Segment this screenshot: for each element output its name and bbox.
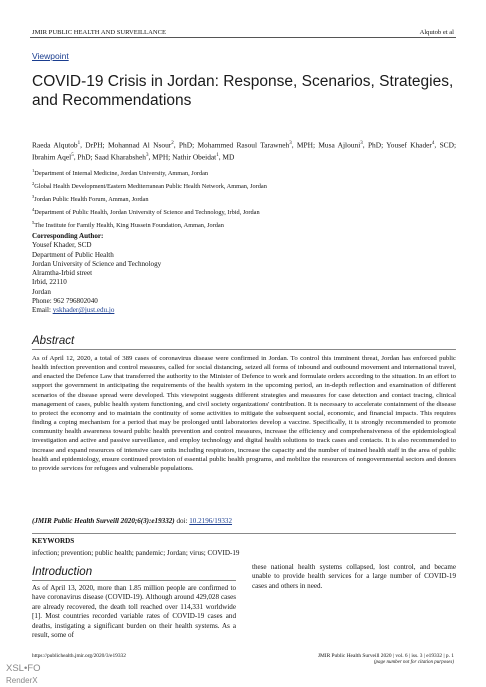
affiliation-text: Jordan Public Health Forum, Amman, Jordan: [34, 196, 149, 204]
corresponding-email-line: [32, 306, 332, 315]
affiliation-list: [32, 167, 456, 232]
introduction-rule: [32, 580, 236, 581]
running-journal-title: JMIR PUBLIC HEALTH AND SURVEILLANCE: [32, 29, 167, 36]
corresponding-author-line: Yousef Khader, SCD: [32, 241, 92, 250]
author-name: Ibrahim Aqel: [32, 152, 72, 162]
author-affiliation-number: 1: [77, 141, 81, 146]
affiliation: [32, 219, 456, 230]
author-name: Mohammed Rasoul Tarawneh: [197, 140, 290, 150]
renderx-watermark: RenderX: [6, 676, 38, 685]
author-list: [32, 139, 456, 164]
affiliation: [32, 193, 456, 204]
abstract-heading: Abstract: [32, 335, 75, 347]
footer-url[interactable]: https://publichealth.jmir.org/2020/3/e19332: [32, 653, 126, 659]
doi-link[interactable]: 10.2196/19332: [189, 517, 233, 525]
author-affiliation-number: 3: [289, 141, 292, 146]
footer-journal-line: JMIR Public Health Surveill 2020 | vol. 6 | iss. 3 | e19332 | p. 1: [317, 653, 454, 659]
author-degree: , PhD;: [173, 140, 198, 150]
author-degree: , MPH;: [291, 140, 319, 150]
author-name: Musa Ajlouni: [318, 140, 361, 150]
author-affiliation-number: 3: [360, 141, 363, 146]
xslfo-watermark: XSL•FO: [6, 663, 41, 674]
abstract-body: As of April 12, 2020, a total of 389 cases of coronavirus disease were confirmed in Jordan. To control this imminent threat, Jordan has enforced public health infection prevention and control measures, called for social distancing, seized all forms of inbound and outbound movement and international travel, and enacted the Defence Law that transferred the authority to the Minister of Defence to work and formulate orders according to the situation. In an effort to support the government in anticipating the requirements of the health system in the upcoming period, an in-depth reflection and examination of different scenarios of the disease spread were developed. This viewpoint suggests different strategies and measures for case detection and contact tracing, clinical management of cases, public health system functioning, and civil society organizations' contribution. It is necessary to accelerate containment of the disease to protect the economy and to maintain the continuity of some activities to mitigate the subsequent social, economic, and financial impacts. This requires finding a coping mechanism for a period that may be prolonged until laboratories develop a vaccine. Specifically, it is strongly recommended to promote community health awareness toward public health prevention and control measures, increase the efficiency and comprehensiveness of the epidemiological investigation and active and passive surveillance, and employ technology and digital health solutions to track cases and contacts. It is also recommended to increase and expand resources of intensive care units including respirators, increase the capacity and the number of trained health staff in the area of public health and epidemiology, ensure continued provision of essential public health programs, and mobilize the resources of nongovernmental sectors and donors to provide services for refugees and vulnerable populations.: [32, 355, 456, 472]
affiliation: [32, 180, 456, 191]
footer-page-note: (page number not for citation purposes): [373, 660, 454, 665]
keywords-heading: KEYWORDS: [32, 537, 75, 545]
author-name: Mohannad Al Nsour: [107, 140, 172, 150]
affiliation-number: 1: [32, 168, 35, 173]
introduction-left-column: As of April 13, 2020, more than 1.85 million people are confirmed to have coronavirus disease (COVID-19). Although around 429,028 cases are already recovered, the death toll reached over 114,331 worldwide [1]. Most countries recorded variable rates of COVID-19 cases and deaths, instigating a significant burden on their health systems. As a result, some of: [32, 584, 236, 640]
author-degree: , PhD;: [362, 140, 387, 150]
author-degree: , MPH;: [148, 152, 173, 162]
introduction-heading: Introduction: [32, 566, 93, 578]
author-affiliation-number: 2: [171, 141, 174, 146]
corresponding-author-line: Alramtha-Irbid street: [32, 269, 93, 278]
author-affiliation-number: 5: [71, 153, 74, 159]
author-degree: , MD: [218, 152, 235, 162]
corresponding-author-lines: [32, 241, 332, 306]
article-title: COVID-19 Crisis in Jordan: Response, Scenarios, Strategies, and Recommendations: [32, 73, 454, 109]
corresponding-author-line: Jordan University of Science and Technology: [32, 259, 162, 268]
author-degree: , SCD;: [434, 140, 456, 150]
email-label: Email:: [32, 306, 53, 315]
abstract-rule: [32, 349, 456, 350]
affiliation-number: 3: [32, 194, 35, 200]
affiliation-number: 5: [32, 220, 35, 226]
affiliation-text: Global Health Development/Eastern Mediterranean Public Health Network, Amman, Jordan: [34, 183, 267, 191]
running-author: Alqutob et al: [419, 29, 454, 36]
email-link[interactable]: yskhader@just.edu.jo: [52, 306, 115, 315]
corresponding-author-line: Department of Public Health: [32, 250, 114, 259]
keywords-text: infection; prevention; public health; pandemic; Jordan; virus; COVID-19: [32, 549, 240, 557]
corresponding-author-line: Phone: 962 796802040: [32, 297, 98, 306]
keywords-rule: [32, 533, 456, 534]
citation-line: [32, 517, 456, 526]
introduction-right-column: these national health systems collapsed, lost control, and became unable to provide health services for a large number of COVID-19 cases and others in need.: [252, 563, 456, 590]
doi-label: doi:: [176, 517, 190, 525]
corresponding-author-line: Jordan: [32, 287, 51, 296]
author-degree: , PhD;: [73, 152, 95, 162]
author-affiliation-number: 3: [145, 153, 149, 159]
author-degree: , DrPH;: [80, 140, 108, 150]
author-name: Saad Kharabsheh: [94, 152, 146, 162]
affiliation-number: 2: [32, 181, 35, 187]
citation: (JMIR Public Health Surveill 2020;6(3):e19332): [32, 517, 175, 525]
affiliation: [32, 167, 456, 178]
author-affiliation-number: 1: [216, 153, 219, 159]
author-name: Nathir Obeidat: [172, 152, 217, 162]
author-name: Yousef Khader: [386, 140, 432, 150]
corresponding-author-block: [32, 232, 332, 316]
affiliation-text: Department of Internal Medicine, Jordan University, Amman, Jordan: [34, 170, 209, 178]
affiliation-number: 4: [32, 207, 35, 213]
affiliation: [32, 206, 456, 217]
author-name: Raeda Alqutob: [32, 140, 78, 150]
article-category[interactable]: Viewpoint: [32, 51, 69, 61]
affiliation-text: The Institute for Family Health, King Hussein Foundation, Amman, Jordan: [34, 222, 224, 230]
author-affiliation-number: 4: [431, 141, 435, 146]
header-rule: [30, 37, 456, 38]
corresponding-author-heading: Corresponding Author:: [32, 232, 104, 240]
affiliation-text: Department of Public Health, Jordan University of Science and Technology, Irbid, Jordan: [34, 209, 260, 217]
corresponding-author-line: Irbid, 22110: [32, 278, 67, 287]
